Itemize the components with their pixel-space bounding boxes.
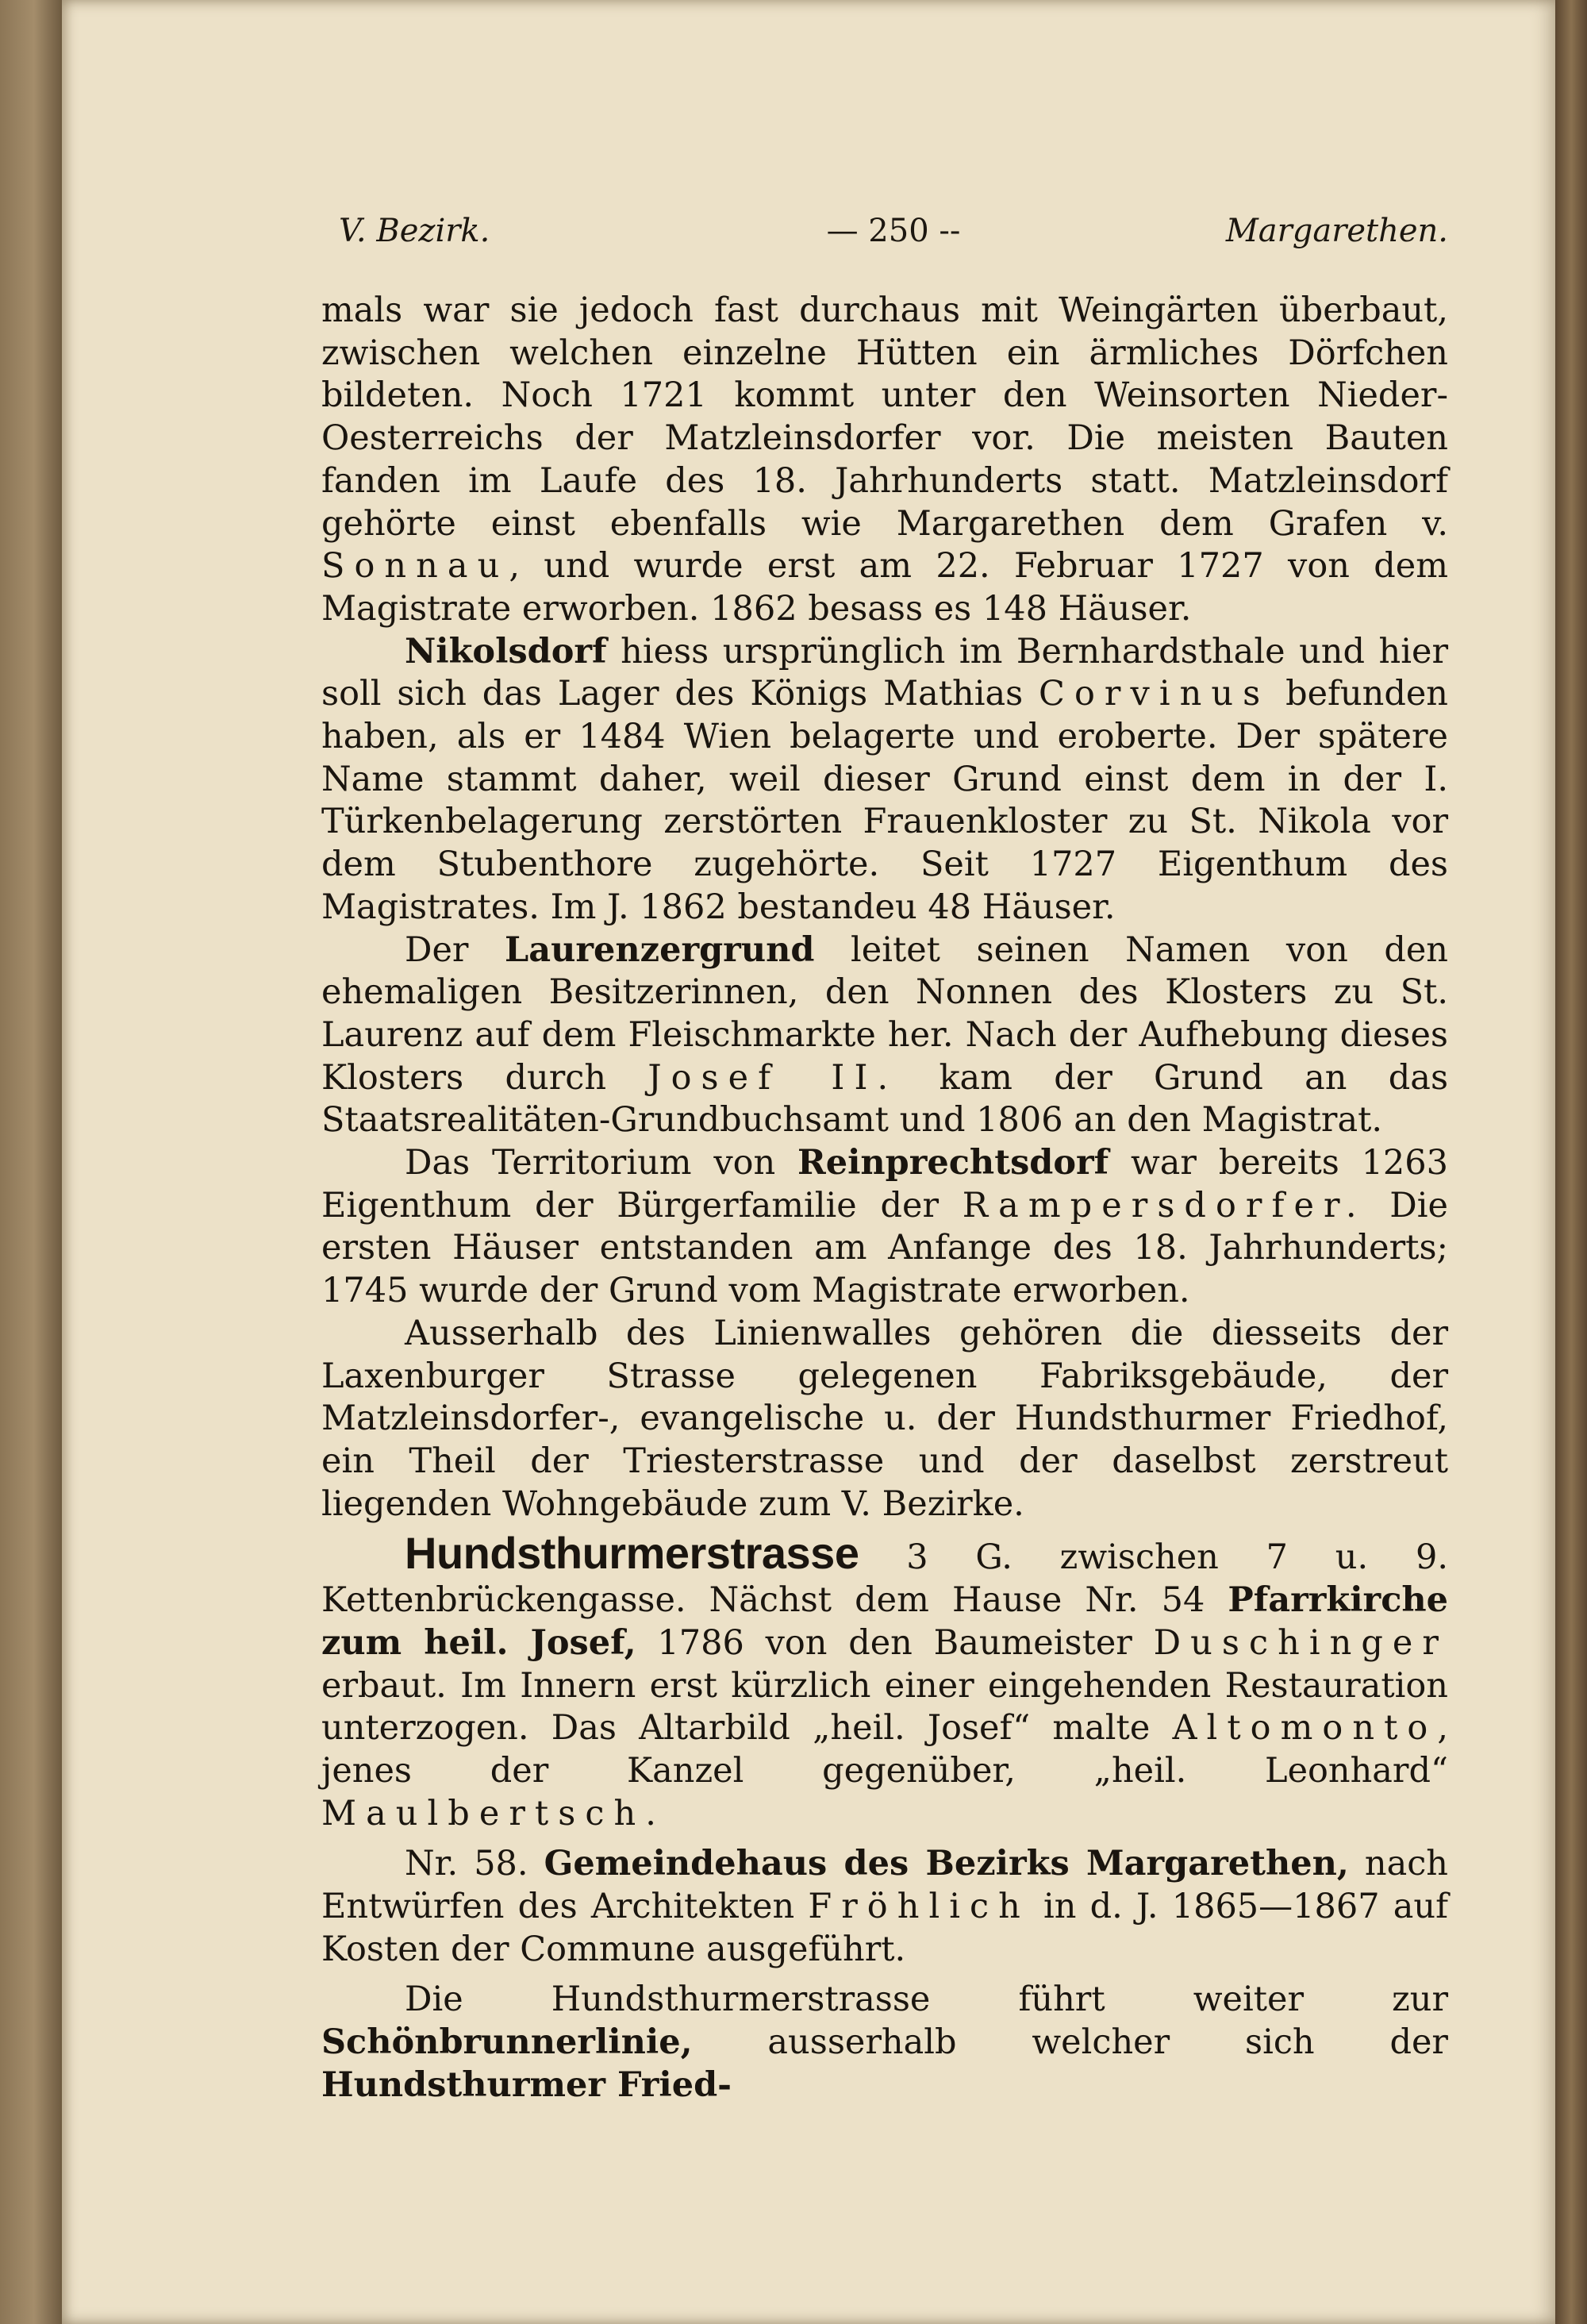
spaced-name: Duschinger <box>1153 1622 1448 1663</box>
paragraph-text: , jenes der Kanzel gegenüber, „heil. Leonhard“ <box>321 1708 1448 1791</box>
page-number: — 250 -- <box>826 213 961 249</box>
paragraph-text: ausserhalb welcher sich der <box>692 2022 1448 2063</box>
running-head <box>339 213 1448 260</box>
paragraph-nikolsdorf <box>321 631 1448 929</box>
paragraph-reinprechtsdorf <box>321 1142 1448 1313</box>
paragraph-text: leitet seinen Namen von den ehemaligen Besitzerinnen, den Nonnen des Klosters zu St. Laurenz auf dem Fleischmarkte her. Nach der Aufhebung dieses Klosters durch <box>321 929 1448 1098</box>
paragraph-text: Das Territorium von <box>405 1143 797 1183</box>
book-page-edge-right <box>1555 0 1587 2324</box>
paragraph-gemeindehaus <box>321 1843 1448 1971</box>
spaced-name: Maulbertsch. <box>321 1793 666 1833</box>
bold-term: Reinprechtsdorf <box>797 1143 1109 1183</box>
paragraph-text: erbaut. Im Innern erst kürzlich einer eingehenden Restauration unterzogen. Das Altarbild „heil. Josef“ malte <box>321 1665 1448 1749</box>
bold-term: Gemeindehaus des Bezirks Margarethen, <box>544 1844 1349 1884</box>
paragraph-text: Ausserhalb des Linienwalles gehören die diesseits der Laxenburger Strasse gelegenen Fabriksgebäude, der Matzleinsdorfer-, evangelische u. der Hundsthurmer Friedhof, ein Theil der Triesterstrasse und der daselbst zerstreut liegenden Wohngebäude zum V. Bezirke. <box>321 1313 1448 1524</box>
paragraph-laurenzergrund <box>321 929 1448 1143</box>
bold-term: Laurenzergrund <box>505 929 815 970</box>
paragraph-text: in d. J. 1865—1867 auf Kosten der Commune ausgeführt. <box>321 1887 1448 1969</box>
paragraph-text: , und wurde erst am 22. Februar 1727 von dem Magistrate erworben. 1862 besass es 148 Häuser. <box>321 546 1448 629</box>
paragraph-text: Nr. 58. <box>405 1844 544 1884</box>
paragraph-text: Die ersten Häuser entstanden am Anfange des 18. Jahrhunderts; 1745 wurde der Grund vom Magistrate erworben. <box>321 1185 1448 1311</box>
paragraph-text: 3 G. zwischen 7 u. 9. Kettenbrückengasse. Nächst dem Hause Nr. 54 <box>321 1537 1448 1621</box>
spaced-name: Altomonto <box>1172 1708 1438 1749</box>
paragraph-text: mals war sie jedoch fast durchaus mit Weingärten überbaut, zwischen welchen einzelne Hütten ein ärmliches Dörfchen bildeten. Noch 1721 kommt unter den Weinsorten Nieder-Oesterreichs der Matzleinsdorfer vor. Die meisten Bauten fanden im Laufe des 18. Jahrhunderts statt. Matzleinsdorf gehörte einst ebenfalls wie Margarethen dem Grafen v. <box>321 290 1448 544</box>
bold-term: Pfarrkirche zum heil. Josef, <box>321 1580 1448 1663</box>
bold-term: Nikolsdorf <box>405 631 607 671</box>
spaced-name: Corvinus <box>1039 674 1270 714</box>
paragraph-schoenbrunnerlinie <box>321 1979 1448 2107</box>
paragraph-text: kam der Grund an das Staatsrealitäten-Grundbuchsamt und 1806 an den Magistrat. <box>321 1057 1449 1141</box>
bold-term: Hundsthurmer Fried- <box>321 2064 732 2105</box>
book-page-edge-left <box>0 0 62 2324</box>
bold-term: Schönbrunnerlinie, <box>321 2022 693 2063</box>
header-district: V. Bezirk. <box>339 213 490 249</box>
paragraph-hundsthurmerstrasse <box>321 1528 1448 1835</box>
body-text <box>321 290 1448 2107</box>
paragraph-linienwall <box>321 1313 1448 1526</box>
paragraph-text: war bereits 1263 Eigenthum der Bürgerfamilie der <box>321 1143 1449 1225</box>
spaced-name: Rampersdorfer. <box>962 1185 1366 1225</box>
paragraph-text: nach Entwürfen des Architekten <box>321 1844 1448 1927</box>
spaced-name: Josef II. <box>647 1057 898 1098</box>
spaced-name: Fröhlich <box>808 1887 1030 1927</box>
street-heading: Hundsthurmerstrasse <box>405 1528 859 1579</box>
paragraph-text: 1786 von den Baumeister <box>636 1622 1132 1663</box>
paragraph-matzleinsdorf <box>321 290 1448 631</box>
header-section: Margarethen. <box>1225 213 1448 249</box>
paragraph-text: befunden haben, als er 1484 Wien belagerte und eroberte. Der spätere Name stammt daher, weil dieser Grund einst dem in der I. Türkenbelagerung zerstörten Frauenkloster zu St. Nikola vor dem Stubenthore zugehörte. Seit 1727 Eigenthum des Magistrates. Im J. 1862 bestandeu 48 Häuser. <box>321 674 1449 927</box>
spaced-name: Sonnau <box>321 546 509 587</box>
paragraph-text: hiess ursprünglich im Bernhardsthale und hier soll sich das Lager des Königs Mathias <box>321 631 1448 714</box>
paragraph-text: Die Hundsthurmerstrasse führt weiter zur <box>405 1980 1448 2020</box>
paragraph-text: Der <box>405 929 505 970</box>
